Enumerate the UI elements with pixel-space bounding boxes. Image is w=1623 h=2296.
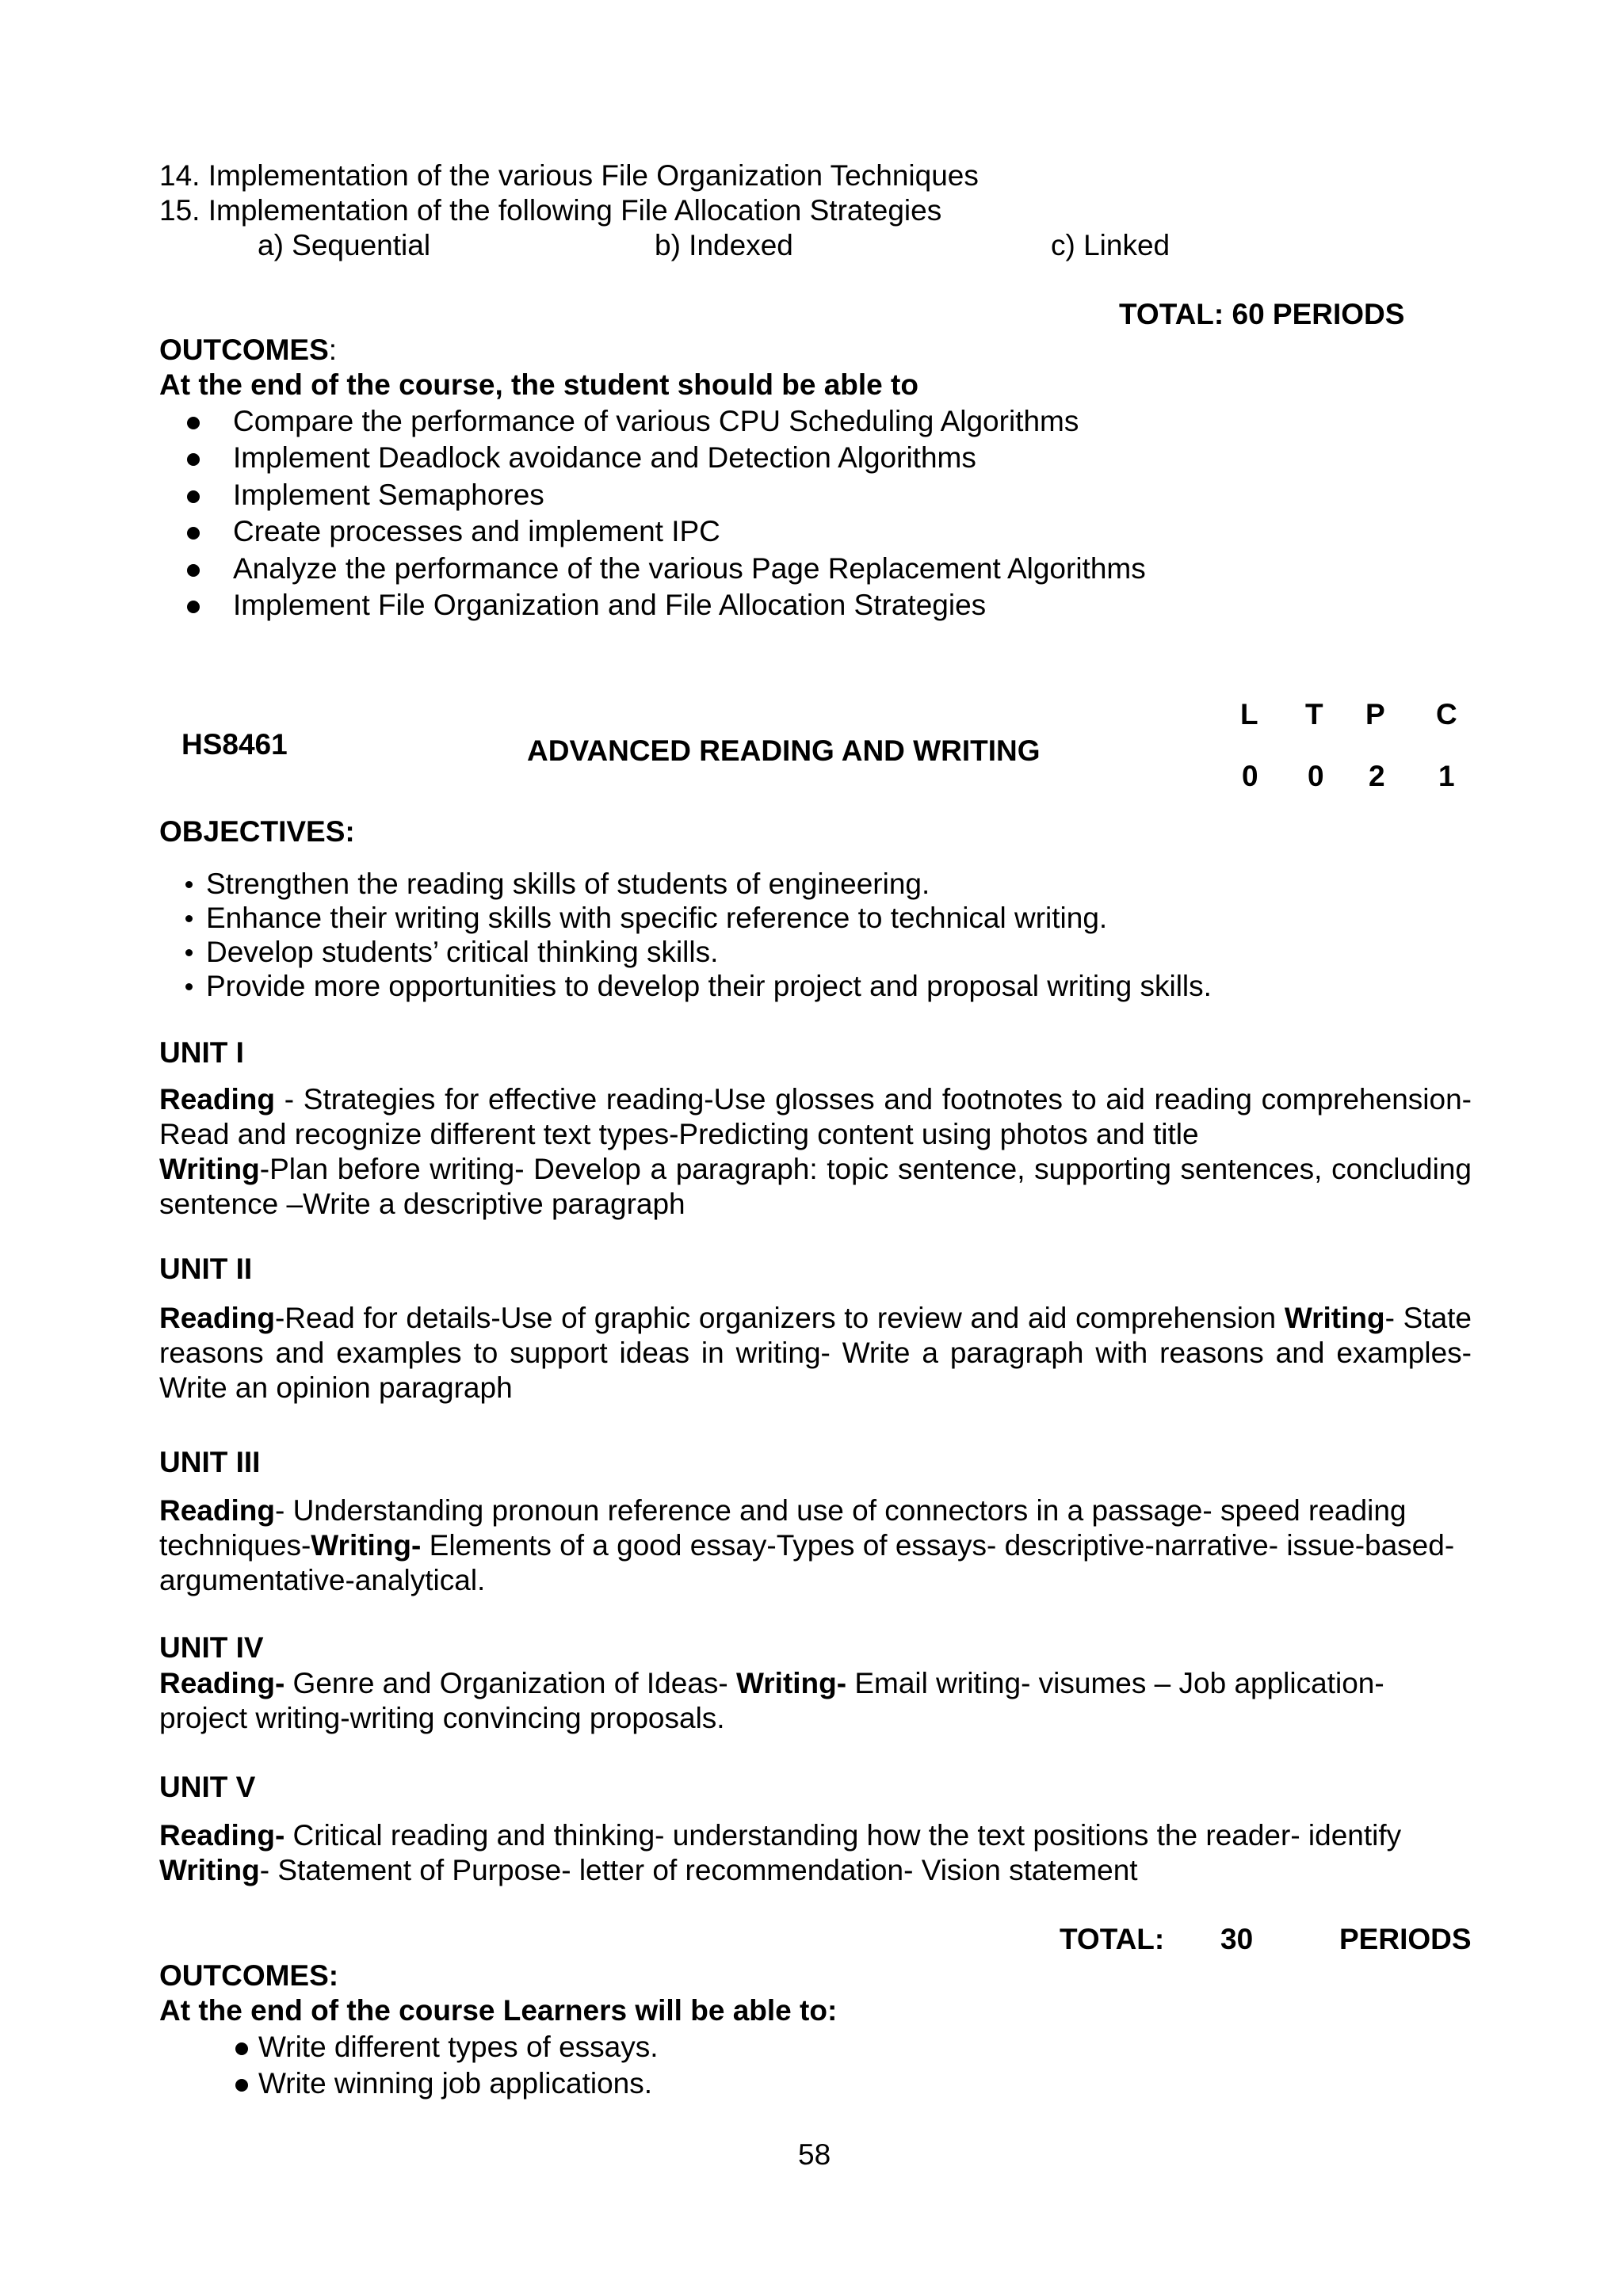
lab-outcome-item: Analyze the performance of the various Page Replacement Algorithms bbox=[233, 552, 1146, 585]
lab-item-14: 14. Implementation of the various File Organization Techniques bbox=[159, 159, 979, 192]
unit-3-reading-text: - Understanding pronoun reference and use of connectors in a passage- speed reading techniques- bbox=[159, 1494, 1407, 1562]
writing-label: Writing- bbox=[736, 1667, 847, 1699]
unit-1-reading-text: - Strategies for effective reading-Use glosses and footnotes to aid reading comprehension- Read and recognize different text types-Predicting content using photos and title bbox=[159, 1083, 1472, 1150]
ltpc-value-c: 1 bbox=[1438, 760, 1455, 792]
ltpc-header-c: C bbox=[1436, 698, 1457, 730]
writing-label: Writing bbox=[159, 1153, 260, 1185]
lab-outcome-item: Compare the performance of various CPU Scheduling Algorithms bbox=[233, 405, 1079, 437]
course-title: ADVANCED READING AND WRITING bbox=[527, 734, 1041, 767]
unit-5-writing-text: - Statement of Purpose- letter of recommendation- Vision statement bbox=[259, 1854, 1138, 1886]
objective-item: Develop students’ critical thinking skills. bbox=[206, 936, 719, 968]
unit-2-reading-text: -Read for details-Use of graphic organizers to review and aid comprehension bbox=[274, 1302, 1285, 1334]
bullet-icon bbox=[235, 2042, 248, 2055]
lab-subitem-c: c) Linked bbox=[1051, 229, 1170, 261]
unit-4-body bbox=[159, 1666, 1472, 1736]
unit-5-title: UNIT V bbox=[159, 1771, 256, 1803]
course-code: HS8461 bbox=[181, 728, 288, 761]
lab-outcome-item: Implement File Organization and File Allocation Strategies bbox=[233, 589, 987, 621]
unit-1-title: UNIT I bbox=[159, 1036, 244, 1069]
ltpc-header-t: T bbox=[1305, 698, 1323, 730]
ltpc-header-p: P bbox=[1365, 698, 1385, 730]
bullet-icon bbox=[187, 453, 200, 466]
course-outcomes-intro: At the end of the course Learners will be able to: bbox=[159, 1994, 838, 2027]
unit-1-writing-text: -Plan before writing- Develop a paragraph: topic sentence, supporting sentences, concluding sentence –Write a descriptive paragraph bbox=[159, 1153, 1472, 1220]
bullet-icon bbox=[235, 2079, 248, 2092]
unit-5-body bbox=[159, 1818, 1472, 1888]
course-outcomes-heading: OUTCOMES: bbox=[159, 1959, 339, 1992]
ltpc-value-p: 2 bbox=[1369, 760, 1385, 792]
unit-4-writing-text: Email writing- visumes – Job application- project writing-writing convincing proposals. bbox=[159, 1667, 1384, 1734]
bullet-icon bbox=[187, 417, 200, 429]
lab-outcome-item: Create processes and implement IPC bbox=[233, 515, 720, 547]
objective-item: Strengthen the reading skills of students of engineering. bbox=[206, 868, 930, 900]
unit-2-writing-text: - State reasons and examples to support ideas in writing- Write a paragraph with reasons and examples- Write an opinion paragraph bbox=[159, 1302, 1472, 1404]
course-outcome-item: Write different types of essays. bbox=[258, 2031, 659, 2063]
unit-3-title: UNIT III bbox=[159, 1446, 261, 1478]
lab-outcomes-intro: At the end of the course, the student should be able to bbox=[159, 368, 918, 401]
lab-outcomes-heading: OUTCOMES bbox=[159, 334, 329, 366]
unit-3-body bbox=[159, 1493, 1472, 1598]
lab-item-15: 15. Implementation of the following File Allocation Strategies bbox=[159, 194, 942, 227]
lab-outcome-item: Implement Semaphores bbox=[233, 479, 544, 511]
unit-2-body bbox=[159, 1301, 1472, 1405]
unit-4-reading-text: Genre and Organization of Ideas- bbox=[285, 1667, 737, 1699]
lab-subitem-b: b) Indexed bbox=[655, 229, 793, 261]
writing-label: Writing- bbox=[311, 1529, 422, 1562]
reading-label: Reading bbox=[159, 1494, 275, 1527]
course-total-label: TOTAL: bbox=[1060, 1923, 1165, 1955]
unit-4-title: UNIT IV bbox=[159, 1631, 264, 1664]
lab-outcomes-colon: : bbox=[328, 334, 338, 366]
unit-2-title: UNIT II bbox=[159, 1253, 253, 1285]
objective-item: Provide more opportunities to develop their project and proposal writing skills. bbox=[206, 970, 1212, 1002]
unit-3-writing-text: Elements of a good essay-Types of essays- descriptive-narrative- issue-based-argumentative-analytical. bbox=[159, 1529, 1455, 1596]
bullet-icon bbox=[187, 564, 200, 577]
objective-item: Enhance their writing skills with specific reference to technical writing. bbox=[206, 902, 1108, 934]
bullet-icon bbox=[185, 983, 193, 990]
reading-label: Reading- bbox=[159, 1667, 285, 1699]
writing-label: Writing bbox=[159, 1854, 260, 1886]
lab-outcomes-heading-line bbox=[159, 333, 337, 368]
bullet-icon bbox=[187, 490, 200, 503]
lab-subitem-a: a) Sequential bbox=[258, 229, 431, 261]
lab-outcome-item: Implement Deadlock avoidance and Detection Algorithms bbox=[233, 441, 976, 474]
lab-total-periods: TOTAL: 60 PERIODS bbox=[1119, 298, 1405, 330]
ltpc-header-l: L bbox=[1240, 698, 1258, 730]
course-outcome-item: Write winning job applications. bbox=[258, 2067, 653, 2100]
reading-label: Reading bbox=[159, 1302, 275, 1334]
bullet-icon bbox=[185, 915, 193, 922]
bullet-icon bbox=[187, 601, 200, 613]
reading-label: Reading- bbox=[159, 1819, 285, 1852]
ltpc-value-t: 0 bbox=[1308, 760, 1324, 792]
unit-5-reading-text: Critical reading and thinking- understanding how the text positions the reader- identify bbox=[285, 1819, 1402, 1852]
bullet-icon bbox=[185, 881, 193, 888]
objectives-heading: OBJECTIVES: bbox=[159, 815, 355, 848]
page-number: 58 bbox=[798, 2138, 831, 2171]
bullet-icon bbox=[187, 527, 200, 540]
ltpc-value-l: 0 bbox=[1242, 760, 1258, 792]
course-total-number: 30 bbox=[1220, 1923, 1254, 1955]
writing-label: Writing bbox=[1284, 1302, 1385, 1334]
bullet-icon bbox=[185, 949, 193, 956]
reading-label: Reading bbox=[159, 1083, 275, 1116]
unit-1-body bbox=[159, 1082, 1472, 1222]
course-total-periods: PERIODS bbox=[1339, 1923, 1472, 1955]
